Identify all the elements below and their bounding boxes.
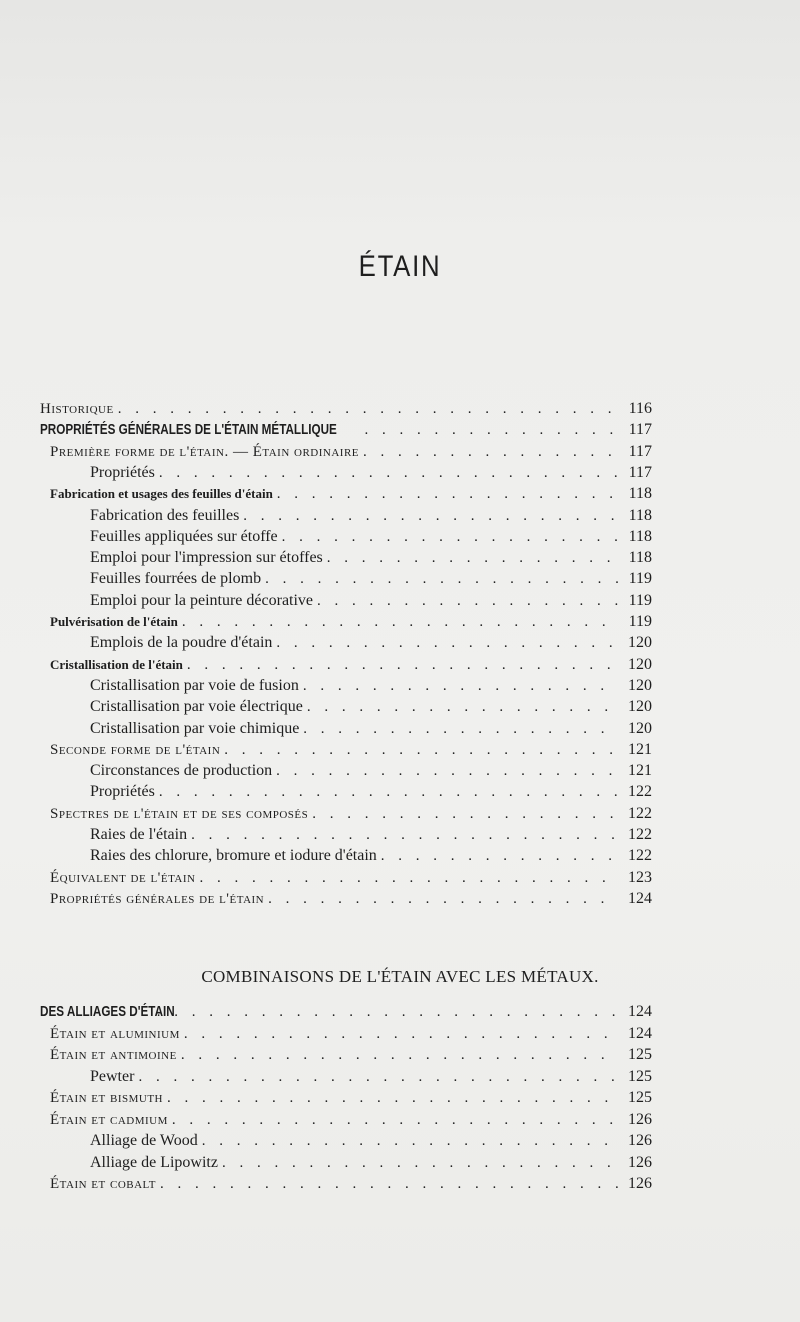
toc-entry-label: Alliage de Wood [90,1132,198,1149]
toc-entry-label: Fabrication des feuilles [90,506,240,524]
toc-leader-dots [181,1047,618,1064]
toc-entry [50,1089,652,1111]
toc-leader-dots [157,1004,618,1021]
toc-entry-label: Pewter [90,1067,135,1085]
toc-entry-label: Cristallisation par voie chimique [90,719,300,737]
toc-entry-label: Emploi pour la peinture décorative [90,591,314,609]
toc-entry-label: DES ALLIAGES D'ÉTAIN [40,1003,175,1020]
toc-entry-page-number: 118 [628,485,652,503]
toc-entry-page-number: 126 [628,1175,652,1192]
toc-entry-page-number: 124 [628,1024,652,1042]
toc-entry-label: Cristallisation par voie de fusion [90,676,299,694]
toc-entry [90,1068,652,1090]
toc-leader-dots [184,1026,618,1043]
toc-entry-page-number: 122 [628,804,652,822]
toc-entry-page-number: 125 [628,1067,652,1085]
toc-entry-label: Feuilles fourrées de plomb [90,570,262,588]
toc-entry-page-number: 124 [628,1003,652,1020]
toc-entry-label: Raies de l'étain [90,826,188,843]
toc-entry-page-number: 120 [628,698,652,716]
toc-entry-label: Alliage de Lipowitz [90,1153,218,1171]
toc-entry-page-number: 122 [628,847,652,865]
toc-entry-page-number: 122 [628,826,652,843]
toc-entry-label: Feuilles appliquées sur étoffe [90,527,278,545]
toc-entry-label: Étain et cadmium [50,1111,168,1128]
toc-entry-page-number: 119 [628,591,652,609]
toc-entry-page-number: 124 [628,889,652,907]
toc-entry-page-number: 122 [628,783,652,801]
toc-entry-page-number: 123 [628,868,652,886]
toc-entry [40,1003,652,1025]
toc-entry-page-number: 126 [628,1110,652,1128]
toc-entry-label: PROPRIÉTÉS GÉNÉRALES DE L'ÉTAIN MÉTALLIQUE [40,421,337,439]
toc-entry-page-number: 117 [628,421,652,439]
toc-leader-dots [202,1133,618,1150]
toc-entry-label: Première forme de l'étain. — Étain ordinaire [50,443,360,460]
toc-entry [90,1154,652,1176]
toc-entry [50,1175,652,1197]
toc-entry-page-number: 125 [628,1089,652,1106]
toc-entry-label: Étain et antimoine [50,1047,177,1063]
toc-entry-label: Cristallisation de l'étain [50,656,183,672]
toc-entry-page-number: 121 [628,762,652,780]
toc-entry-label: Historique [40,401,114,417]
toc-entry-page-number: 119 [628,570,652,588]
toc-entry-page-number: 125 [628,1046,652,1063]
section-heading: COMBINAISONS DE L'ÉTAIN AVEC LES MÉTAUX. [201,967,599,986]
toc-entry-label: Étain et aluminium [50,1025,180,1042]
toc-entry-label: Propriétés [90,463,155,481]
toc-entry-page-number: 116 [628,400,652,417]
toc-entry-page-number: 118 [628,527,652,545]
toc-entry-label: Circonstances de production [90,762,273,780]
toc-entry-page-number: 121 [628,740,652,758]
toc-entry-page-number: 120 [628,719,652,737]
toc-entry-label: Seconde forme de l'étain [50,741,221,758]
toc-entry-label: Spectres de l'étain et de ses composés [50,805,309,822]
toc-entry-label: Équivalent de l'étain [50,869,196,886]
toc-entry-label: Cristallisation par voie électrique [90,698,303,716]
toc-leader-dots [160,1176,618,1193]
page-title: ÉTAIN [358,250,442,283]
toc-entry-label: Emploi pour l'impression sur étoffes [90,549,323,567]
toc-entry-label: Étain et bismuth [50,1090,163,1106]
toc-entry-page-number: 118 [628,506,652,524]
toc-entry [50,1111,652,1133]
toc-entry-label: Fabrication et usages des feuilles d'étain [50,486,273,502]
toc-entry-label: Pulvérisation de l'étain [50,614,178,629]
toc-entry-page-number: 120 [628,634,652,652]
toc-entry-page-number: 117 [628,463,652,481]
toc-entry-page-number: 119 [628,613,652,630]
toc-entry-label: Emplois de la poudre d'étain [90,634,273,652]
toc-entry-label: Propriétés [90,783,155,801]
toc-entry-label: Raies des chlorure, bromure et iodure d'étain [90,847,377,865]
toc-entry [50,1046,652,1068]
toc-leader-dots [167,1090,618,1107]
toc-leader-dots [172,1112,618,1129]
toc-entry-page-number: 117 [628,442,652,460]
toc-entry-page-number: 126 [628,1132,652,1149]
toc-entry-page-number: 120 [628,676,652,694]
toc-entry-label: Étain et cobalt [50,1176,156,1192]
toc-entry-label: Propriétés générales de l'étain [50,890,265,907]
toc-entry-page-number: 118 [628,549,652,567]
toc-entry [50,1025,652,1047]
toc-entry-page-number: 126 [628,1153,652,1171]
toc-entry-page-number: 120 [628,655,652,673]
toc-leader-dots [222,1155,618,1172]
toc-leader-dots [138,1069,618,1086]
toc-entry [90,1132,652,1154]
